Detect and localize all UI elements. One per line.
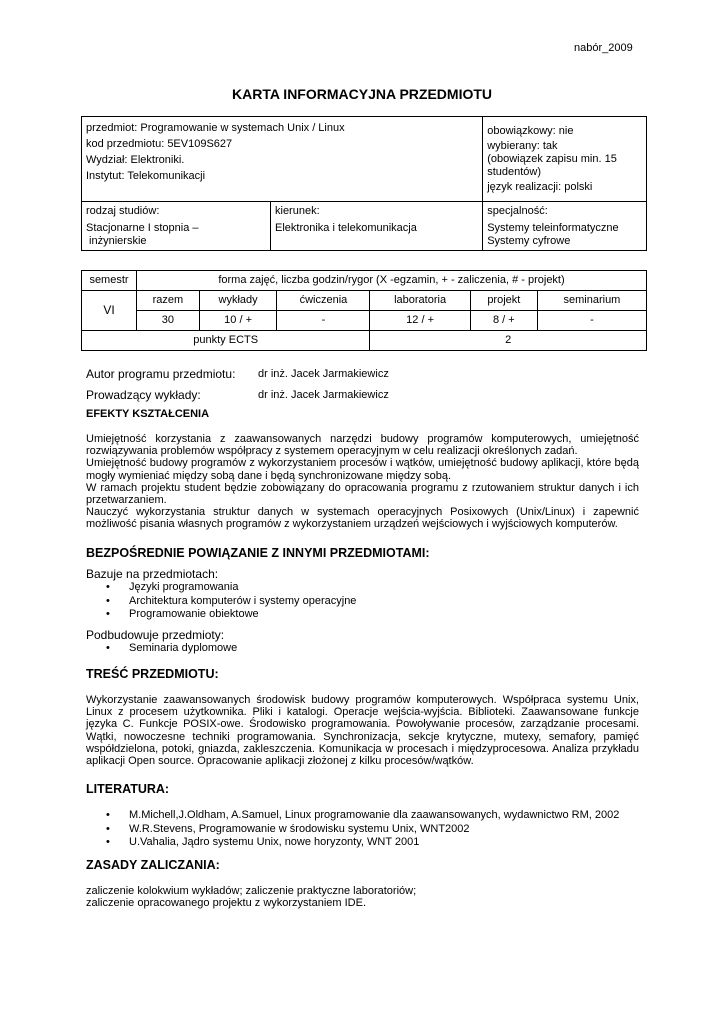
bullet-icon: •	[106, 642, 110, 654]
direction-value: Elektronika i telekomunikacja	[275, 222, 417, 234]
relations-heading: BEZPOŚREDNIE POWIĄZANIE Z INNYMI PRZEDMIOTAMI:	[86, 546, 430, 560]
study-type-line2: inżynierskie	[86, 235, 147, 247]
bullet-icon: •	[106, 608, 110, 620]
specialization-line1: Systemy teleinformatyczne	[487, 222, 619, 234]
lecturer-label: Prowadzący wykłady:	[86, 388, 201, 402]
lecturer-value: dr inż. Jacek Jarmakiewicz	[258, 389, 389, 401]
course-code: kod przedmiotu: 5EV109S627	[86, 138, 233, 150]
cell-seminarium: -	[537, 311, 646, 331]
list-item: • Programowanie obiektowe	[106, 608, 259, 620]
col-header-wyklady: wykłady	[199, 291, 277, 311]
course-info-cell	[82, 117, 483, 202]
list-item: • Języki programowania	[106, 581, 239, 593]
bullet-icon: •	[106, 581, 110, 593]
author-row	[86, 367, 389, 381]
direction-cell	[271, 202, 483, 251]
faculty: Wydział: Elektroniki.	[86, 154, 185, 166]
learning-outcomes-heading: EFEKTY KSZTAŁCENIA	[86, 408, 210, 420]
outcome-paragraph: Umiejętność korzystania z zaawansowanych narzędzi budowy programów komputerowych, umiejętność rozwiązywania problemów współpracy z systemem operacyjnym w celu realizacji określonych zadań.	[86, 433, 639, 458]
semester-header: semestr	[82, 271, 137, 291]
supports-list	[86, 642, 237, 656]
list-item: • U.Vahalia, Jądro systemu Unix, nowe horyzonty, WNT 2001	[106, 836, 420, 848]
elective: wybierany: tak	[487, 140, 558, 152]
cell-projekt: 8 / +	[470, 311, 537, 331]
list-item: • Seminaria dyplomowe	[106, 642, 238, 654]
page-title: KARTA INFORMACYJNA PRZEDMIOTU	[231, 86, 493, 102]
outcome-paragraph: Nauczyć wykorzystania struktur danych w systemach operacyjnych Posixowych (Unix/Linux) i zapewnić możliwość pisania własnych programów z wykorzystaniem urządzeń wejściowych i wyjściowych komputerów.	[86, 506, 639, 531]
grading-line: zaliczenie opracowanego projektu z wykorzystaniem IDE.	[86, 897, 367, 910]
direction-label: kierunek:	[275, 205, 320, 217]
course-status-cell	[483, 117, 647, 202]
based-on-label: Bazuje na przedmiotach:	[86, 567, 219, 581]
enrollment-note-2: studentów)	[487, 166, 542, 178]
bullet-icon: •	[106, 594, 110, 607]
course-info-table	[81, 116, 647, 251]
bullet-icon: •	[106, 836, 110, 848]
content-heading: TREŚĆ PRZEDMIOTU:	[86, 667, 219, 681]
cell-cwiczenia: -	[277, 311, 370, 331]
lecturer-row	[86, 388, 389, 402]
col-header-projekt: projekt	[470, 291, 537, 311]
list-item: • M.Michell,J.Oldham, A.Samuel, Linux programowanie dla zaawansowanych, wydawnictwo RM, 2002	[106, 809, 620, 821]
outcome-paragraph: Umiejętność budowy programów z wykorzystaniem procesów i wątków, umiejętność budowy aplikacji, które będą mogły wymieniać między sobą dane i będą synchronizowane między sobą.	[86, 457, 639, 482]
list-item: • W.R.Stevens, Programowanie w środowisku systemu Unix, WNT2002	[106, 822, 470, 835]
semester-value: VI	[82, 291, 137, 331]
col-header-laboratoria: laboratoria	[370, 291, 470, 311]
enrollment-note-1: (obowiązek zapisu min. 15	[487, 153, 617, 165]
author-value: dr inż. Jacek Jarmakiewicz	[258, 368, 389, 380]
corner-label: nabór_2009	[574, 42, 633, 54]
bullet-icon: •	[106, 822, 110, 835]
literature-list	[86, 809, 619, 850]
study-type-line1: Stacjonarne I stopnia –	[86, 222, 199, 234]
col-header-razem: razem	[137, 291, 200, 311]
ects-value: 2	[370, 331, 647, 351]
cell-razem: 30	[137, 311, 200, 331]
list-item: • Architektura komputerów i systemy operacyjne	[106, 594, 357, 607]
obligatory: obowiązkowy: nie	[487, 125, 574, 137]
learning-outcomes-text	[86, 433, 639, 531]
specialization-cell	[483, 202, 647, 251]
grading-heading: ZASADY ZALICZANIA:	[86, 858, 220, 872]
outcome-paragraph: W ramach projektu student będzie zobowiązany do opracowania programu z rzutowaniem struktur danych i ich przetwarzaniem.	[86, 481, 639, 507]
institute: Instytut: Telekomunikacji	[86, 170, 206, 182]
cell-laboratoria: 12 / +	[370, 311, 470, 331]
study-type-cell	[82, 202, 271, 251]
col-header-cwiczenia: ćwiczenia	[277, 291, 370, 311]
study-type-label: rodzaj studiów:	[86, 205, 160, 217]
form-header: forma zajęć, liczba godzin/rygor (X -egzamin, + - zaliczenia, # - projekt)	[137, 271, 647, 291]
bullet-icon: •	[106, 809, 110, 821]
semester-table	[81, 270, 647, 351]
grading-text	[86, 885, 639, 909]
content-text: Wykorzystanie zaawansowanych środowisk budowy programów komputerowych. Współpraca systemu Unix, Linux z procesem użytkownika. Pliki i katalogi. Operacje wejścia-wyjścia. Biblioteki. Zaawansowane funkcje języka C. Funkcje POSIX-owe. Środowisko programowania. Powoływanie procesów, zarządzanie procesami. Wątki, nowoczesne techniki programowania. Synchronizacja, sekcje krytyczne, mutexy, semafory, pamięć współdzielona, potoki, gniazda, zakleszczenia. Komunikacja w procesach i międzyprocesowa. Analiza przykładu aplikacji Open source. Opracowanie aplikacji złożonej z kilku procesów/wątków.	[86, 694, 639, 768]
specialization-line2: Systemy cyfrowe	[487, 235, 571, 247]
grading-line: zaliczenie kolokwium wykładów; zaliczenie praktyczne laboratoriów;	[86, 885, 417, 897]
col-header-seminarium: seminarium	[537, 291, 646, 311]
based-on-list	[86, 581, 356, 622]
ects-label: punkty ECTS	[82, 331, 370, 351]
language: język realizacji: polski	[487, 181, 593, 193]
literature-heading: LITERATURA:	[86, 782, 170, 796]
cell-wyklady: 10 / +	[199, 311, 277, 331]
author-label: Autor programu przedmiotu:	[86, 367, 236, 381]
specialization-label: specjalność:	[487, 205, 548, 217]
course-name: przedmiot: Programowanie w systemach Unix / Linux	[86, 122, 345, 134]
supports-label: Podbudowuje przedmioty:	[86, 628, 225, 642]
